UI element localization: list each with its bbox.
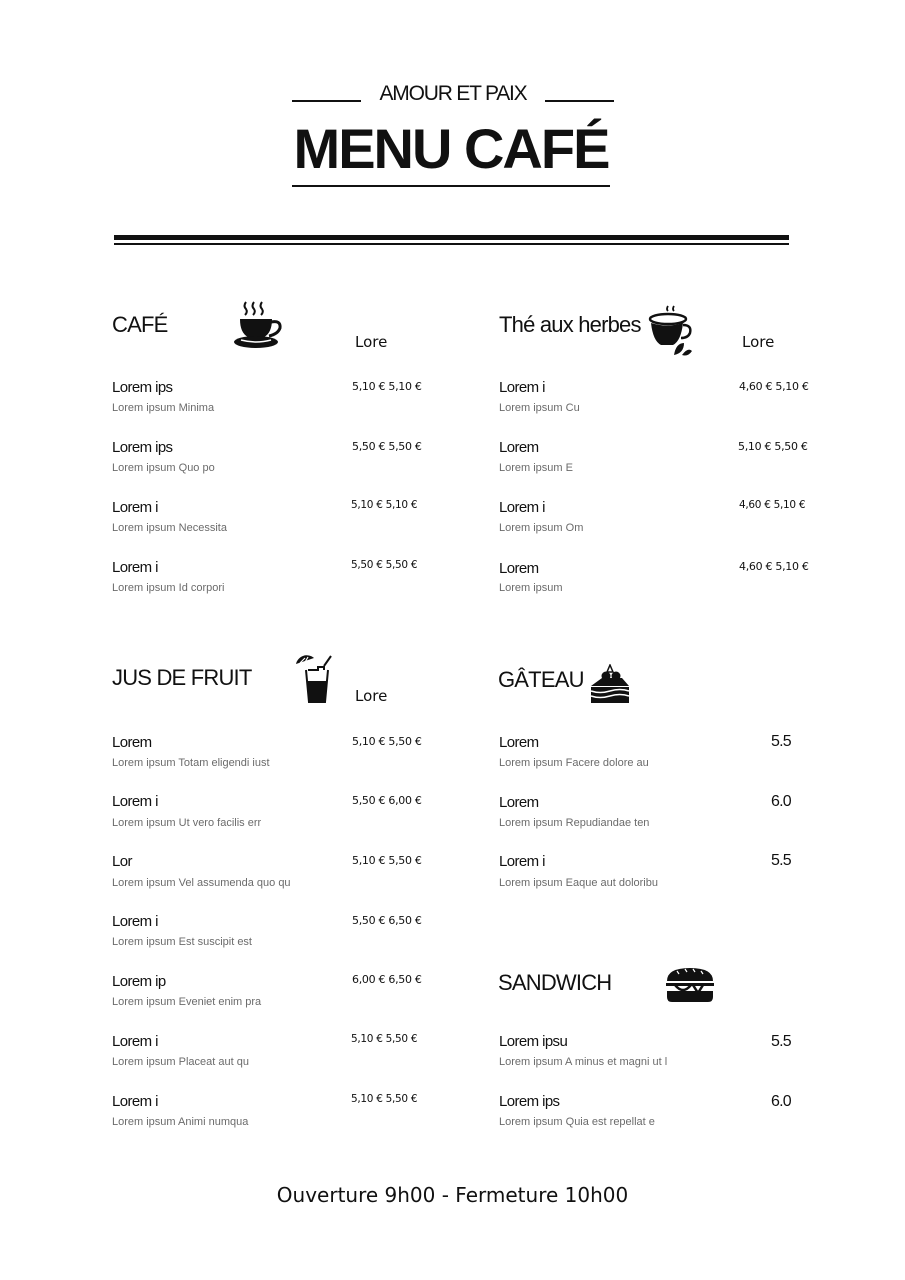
item-description: Lorem ipsum Est suscipit est [112, 936, 252, 948]
item-name: Lorem i [112, 1093, 158, 1110]
item-price: 5,10 € 5,10 € [351, 499, 418, 511]
item-name: Lorem i [499, 499, 545, 516]
item-description: Lorem ipsum Necessita [112, 522, 227, 534]
item-price: 5.5 [771, 733, 791, 750]
cake-slice-icon [590, 664, 630, 704]
item-price: 6.0 [771, 793, 791, 810]
item-name: Lorem i [112, 499, 158, 516]
item-description: Lorem ipsum E [499, 462, 573, 474]
item-name: Lorem ip [112, 973, 166, 990]
item-name: Lorem i [499, 853, 545, 870]
item-name: Lorem ipsu [499, 1033, 568, 1050]
subtitle-row [292, 80, 614, 110]
sandwich-icon [665, 967, 715, 1003]
item-price: 5,10 € 5,50 € [351, 1033, 418, 1045]
item-name: Lorem i [112, 793, 158, 810]
item-description: Lorem ipsum Quo po [112, 462, 215, 474]
item-price: 6,00 € 6,50 € [352, 973, 422, 986]
item-price: 4,60 € 5,10 € [739, 560, 809, 573]
item-description: Lorem ipsum Minima [112, 402, 215, 414]
item-price: 5.5 [771, 1033, 791, 1050]
item-description: Lorem ipsum Vel assumenda quo qu [112, 877, 291, 889]
item-name: Lorem i [112, 1033, 158, 1050]
item-name: Lorem i [112, 559, 158, 576]
item-description: Lorem ipsum Animi numqua [112, 1116, 249, 1128]
item-price: 5,50 € 6,50 € [352, 914, 422, 927]
header-rule-thick [114, 235, 789, 240]
section-title: Thé aux herbes [499, 312, 641, 337]
item-name: Lorem i [112, 913, 158, 930]
subtitle-divider-right [545, 100, 614, 102]
item-name: Lorem ips [499, 1093, 560, 1110]
item-price: 5.5 [771, 852, 791, 869]
item-price: 5,10 € 5,50 € [352, 735, 422, 748]
item-price: 6.0 [771, 1093, 791, 1110]
item-description: Lorem ipsum Id corpori [112, 582, 225, 594]
header-rule-thin [114, 243, 789, 245]
item-price: 5,10 € 5,50 € [351, 1093, 418, 1105]
item-price: 5,50 € 5,50 € [351, 559, 418, 571]
item-description: Lorem ipsum Facere dolore au [499, 757, 649, 769]
section-title: SANDWICH [498, 970, 612, 995]
title-underline [292, 185, 610, 187]
item-price: 4,60 € 5,10 € [739, 380, 809, 393]
item-name: Lorem [499, 439, 539, 456]
item-name: Lorem [499, 794, 539, 811]
column-label: Lore [355, 687, 388, 705]
item-description: Lorem ipsum Ut vero facilis err [112, 817, 262, 829]
section-title: CAFÉ [112, 312, 168, 337]
item-price: 5,50 € 6,00 € [352, 794, 422, 807]
coffee-cup-icon [233, 300, 283, 352]
item-name: Lorem [499, 560, 539, 577]
item-description: Lorem ipsum [499, 582, 563, 594]
item-price: 4,60 € 5,10 € [739, 499, 806, 511]
item-description: Lorem ipsum Eaque aut doloribu [499, 877, 658, 889]
item-description: Lorem ipsum Cu [499, 402, 580, 414]
page-title: MENU CAFÉ [293, 117, 609, 180]
item-description: Lorem ipsum Om [499, 522, 584, 534]
section-title: GÂTEAU [498, 667, 584, 692]
column-label: Lore [742, 333, 775, 351]
subtitle: AMOUR ET PAIX [379, 82, 527, 105]
opening-hours: Ouverture 9h00 - Fermeture 10h00 [276, 1183, 629, 1207]
section-title: JUS DE FRUIT [112, 665, 252, 690]
item-price: 5,10 € 5,50 € [352, 854, 422, 867]
item-name: Lorem [112, 734, 152, 751]
item-name: Lorem ips [112, 439, 173, 456]
herbal-tea-icon [648, 305, 694, 359]
item-name: Lorem ips [112, 379, 173, 396]
item-name: Lorem i [499, 379, 545, 396]
item-name: Lorem [499, 734, 539, 751]
juice-glass-icon [294, 654, 334, 704]
item-price: 5,50 € 5,50 € [352, 440, 422, 453]
item-description: Lorem ipsum A minus et magni ut l [499, 1056, 668, 1068]
item-description: Lorem ipsum Eveniet enim pra [112, 996, 262, 1008]
item-description: Lorem ipsum Totam eligendi iust [112, 757, 270, 769]
column-label: Lore [355, 333, 388, 351]
item-description: Lorem ipsum Placeat aut qu [112, 1056, 249, 1068]
item-description: Lorem ipsum Quia est repellat e [499, 1116, 655, 1128]
item-name: Lor [112, 853, 132, 870]
item-price: 5,10 € 5,50 € [738, 440, 808, 453]
item-price: 5,10 € 5,10 € [352, 380, 422, 393]
item-description: Lorem ipsum Repudiandae ten [499, 817, 650, 829]
